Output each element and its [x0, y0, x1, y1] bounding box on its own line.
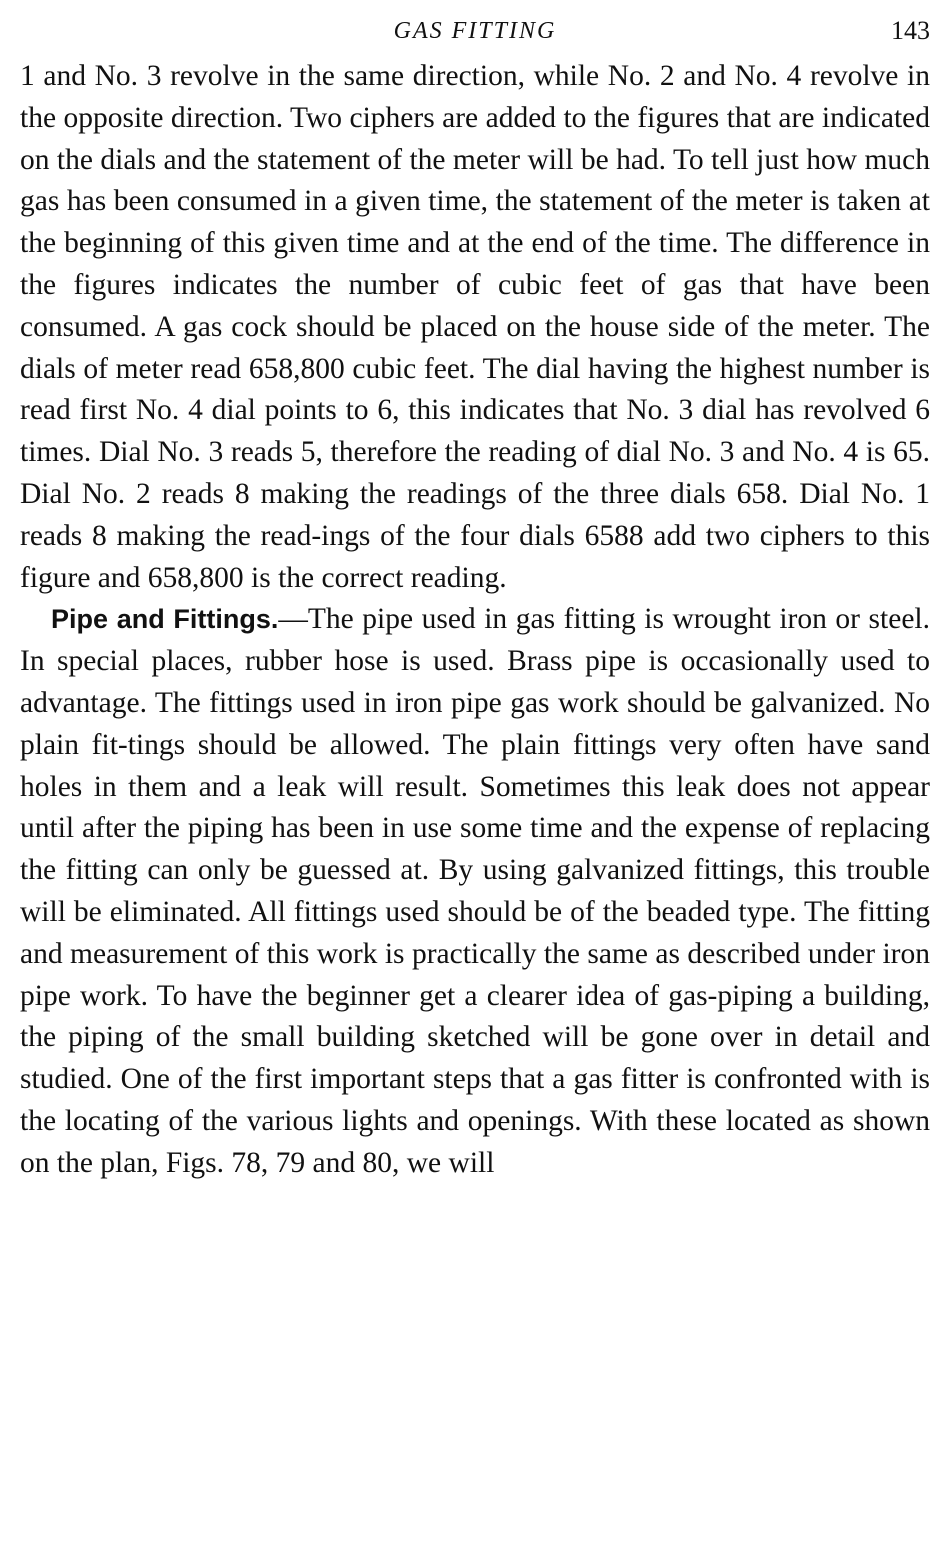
- paragraph-meter-reading: 1 and No. 3 revolve in the same direction, while No. 2 and No. 4 revolve in the opposite direction. Two ciphers are added to the figures that are indicated on the dials and the statement of the meter will be had. To tell just how much gas has been consumed in a given time, the statement of the meter is taken at the beginning of this given time and at the end of the time. The difference in the figures indicates the number of cubic feet of gas that have been consumed. A gas cock should be placed on the house side of the meter. The dials of meter read 658,800 cubic feet. The dial having the highest number is read first No. 4 dial points to 6, this indicates that No. 3 dial has revolved 6 times. Dial No. 3 reads 5, therefore the reading of dial No. 3 and No. 4 is 65. Dial No. 2 reads 8 making the readings of the three dials 658. Dial No. 1 reads 8 making the read-ings of the four dials 6588 add two ciphers to this figure and 658,800 is the correct reading.: [20, 60, 930, 594]
- paragraph-pipe-and-fittings: [20, 599, 930, 1184]
- section-heading: Pipe and Fittings.: [51, 604, 279, 635]
- page-number: 143: [891, 16, 930, 45]
- page-header: [20, 14, 930, 48]
- running-title: GAS FITTING: [393, 18, 557, 44]
- paragraph-body: —The pipe used in gas fitting is wrought iron or steel. In special places, rubber hose is used. Brass pipe is occasionally used to advantage. The fittings used in iron pipe gas work should be galvanized. No plain fit-tings should be allowed. The plain fittings very often have sand holes in them and a leak will result. Sometimes this leak does not appear until after the piping has been in use some time and the expense of replacing the fitting can only be guessed at. By using galvanized fittings, this trouble will be eliminated. All fittings used should be of the beaded type. The fitting and measurement of this work is practically the same as described under iron pipe work. To have the beginner get a clearer idea of gas-piping a building, the piping of the small building sketched will be gone over in detail and studied. One of the first important steps that a gas fitter is confronted with is the locating of the various lights and openings. With these located as shown on the plan, Figs. 78, 79 and 80, we will: [20, 603, 930, 1179]
- body-text: [20, 56, 930, 1185]
